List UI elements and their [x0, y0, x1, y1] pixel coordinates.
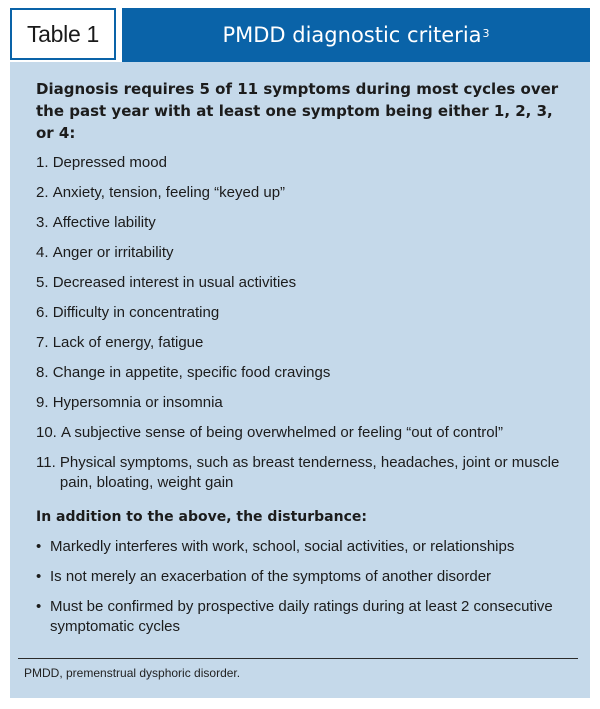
- item-number: 11.: [36, 454, 60, 471]
- item-text: Anxiety, tension, feeling “keyed up”: [52, 184, 286, 201]
- list-item: [36, 333, 576, 353]
- title-reference: 3: [482, 26, 490, 40]
- intro-text: Diagnosis requires 5 of 11 symptoms during most cycles over the past year with at least one symptom being either 1, 2, 3, or 4:: [36, 80, 559, 142]
- table-panel: [10, 8, 590, 698]
- list-item: [36, 153, 576, 173]
- addition-heading: In addition to the above, the disturbance:: [36, 509, 367, 525]
- list-item: [36, 393, 576, 413]
- item-text: Lack of energy, fatigue: [52, 334, 204, 351]
- symptom-list: [36, 153, 576, 493]
- table-title-bar: [122, 8, 590, 62]
- table-header: [10, 8, 590, 62]
- item-number: 5.: [36, 274, 53, 291]
- item-text: Difficulty in concentrating: [52, 304, 220, 321]
- item-number: 7.: [36, 334, 53, 351]
- table-title: PMDD diagnostic criteria: [222, 23, 482, 47]
- table-body: [36, 78, 576, 647]
- bullet-icon: •: [36, 538, 42, 555]
- item-text: Must be confirmed by prospective daily ratings during at least 2 consecutive symptomatic cycles: [50, 598, 553, 635]
- list-item: [36, 183, 576, 203]
- item-number: 3.: [36, 214, 53, 231]
- list-item: [36, 423, 576, 443]
- item-text: Anger or irritability: [52, 244, 174, 261]
- item-number: 6.: [36, 304, 53, 321]
- footnote: PMDD, premenstrual dysphoric disorder.: [24, 666, 241, 680]
- item-text: Decreased interest in usual activities: [52, 274, 297, 291]
- item-text: A subjective sense of being overwhelmed or feeling “out of control”: [61, 424, 503, 441]
- item-text: Is not merely an exacerbation of the symptoms of another disorder: [50, 568, 492, 585]
- list-item: [36, 597, 576, 637]
- list-item: [36, 453, 576, 493]
- item-text: Physical symptoms, such as breast tenderness, headaches, joint or muscle pain, bloating, weight gain: [59, 454, 560, 491]
- footnote-divider: [18, 658, 578, 659]
- item-text: Affective lability: [52, 214, 156, 231]
- list-item: [36, 303, 576, 323]
- item-number: 2.: [36, 184, 53, 201]
- item-number: 1.: [36, 154, 53, 171]
- table-number-label: Table 1: [10, 8, 116, 60]
- item-text: Change in appetite, specific food cravings: [52, 364, 331, 381]
- additional-criteria-list: [36, 537, 576, 637]
- list-item: [36, 363, 576, 383]
- item-text: Hypersomnia or insomnia: [52, 394, 223, 411]
- list-item: [36, 243, 576, 263]
- list-item: [36, 537, 576, 557]
- list-item: [36, 567, 576, 587]
- list-item: [36, 213, 576, 233]
- list-item: [36, 273, 576, 293]
- item-text: Markedly interferes with work, school, social activities, or relationships: [50, 538, 515, 555]
- bullet-icon: •: [36, 568, 42, 585]
- item-text: Depressed mood: [52, 154, 167, 171]
- bullet-icon: •: [36, 598, 42, 615]
- item-number: 4.: [36, 244, 53, 261]
- item-number: 10.: [36, 424, 62, 441]
- item-number: 9.: [36, 394, 53, 411]
- item-number: 8.: [36, 364, 53, 381]
